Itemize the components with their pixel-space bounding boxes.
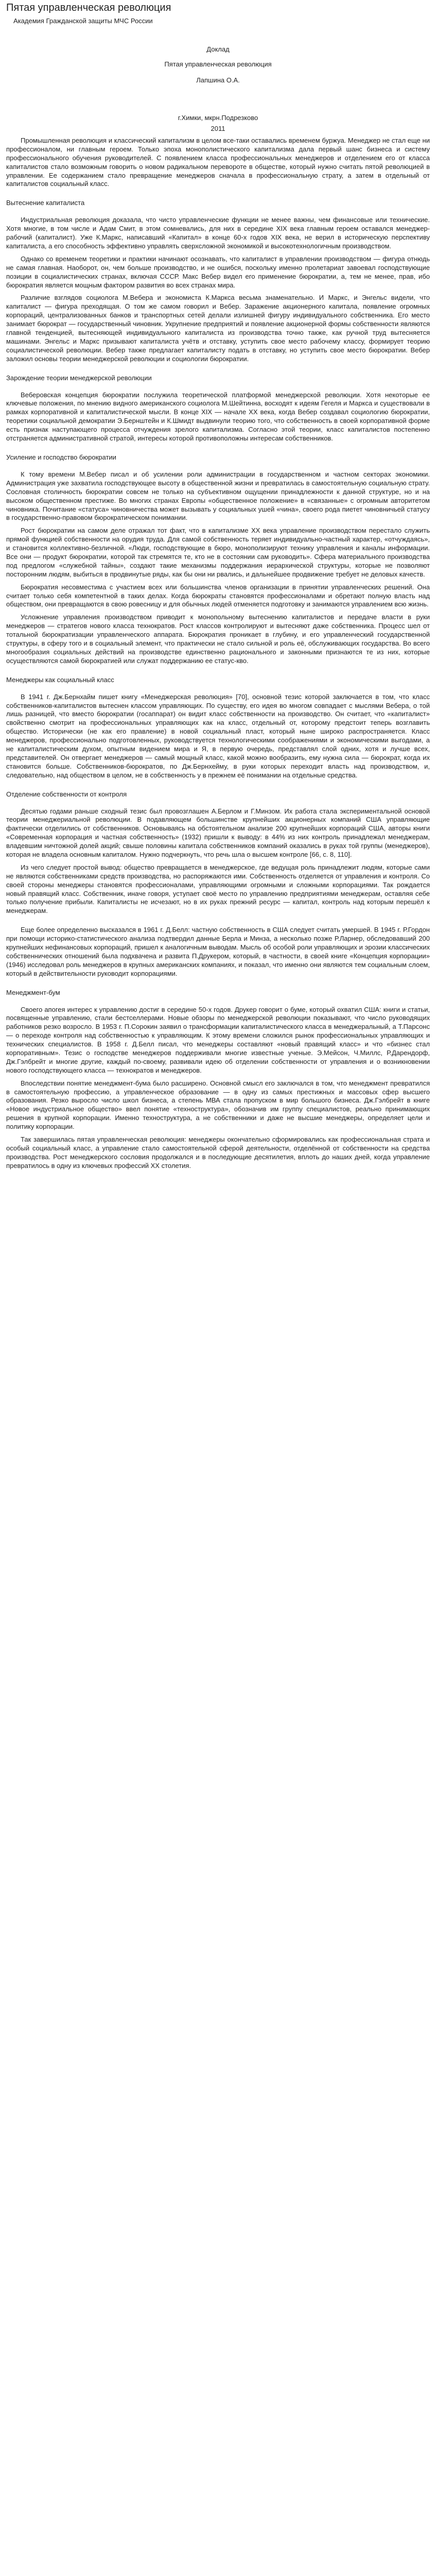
body-paragraph: Из чего следует простой вывод: общество превращается в менеджерское, где ведущая роль принадлежит людям, которые сами не являются собственниками средств производства, но распоряжаются ими. Собственность отделяется от управления и контроля. Со своей стороны менеджеры становятся профессионалами, управляющими огромными и сложными корпорациями. Так рождается новый правящий класс. Собственник, иначе говоря, уступает своё место по управлению предприятиями менеджерам, оставляя себе только получение прибыли. Капиталисты не исчезают, но в их руках прежний ресурс — капитал, контроль над которым перешёл к менеджерам. bbox=[6, 863, 430, 915]
body-paragraph: Рост бюрократии на самом деле отражал тот факт, что в капитализме XX века управление производством перестало служить прямой функцией собственности на орудия труда. Для самой собственность теряет индивидуально-частный характер, «отчуждаясь», и становится коллективно-безличной. «Люди, господствующие в бюро, монополизируют технику управления и каналы информации. Все они — продукт бюрократии, которой так стремятся те, кто не в состоянии сам руководить». Сфера материального производства под предлогом «служебной тайны», создают такие механизмы поддержания иерархической структуры, которые не позволяют посторонним людям, выбиться в продвинутые ряды, как бы они ни рвались, и дальнейшее продвижение требует не деловых качеств. bbox=[6, 527, 430, 578]
section-heading: Менеджеры как социальный класс bbox=[6, 675, 114, 684]
body-paragraph: Однако со временем теоретики и практики начинают осознавать, что капиталист в управлении производством — фигура отнюдь не самая главная. Наоборот, он, чем больше производство, и не ошибся, поскольку именно пролетариат завоевал господствующие позиции в социалистических странах, включая СССР. Макс Вебер видел его применение бюрократии, а, тем не менее, прав, ибо бюрократия является мощным фактором развития во всех странах мира. bbox=[6, 255, 430, 289]
section-heading: Зарождение теории менеджерской революции bbox=[6, 374, 152, 382]
document-section bbox=[6, 137, 430, 189]
body-paragraph: Усложнение управления производством приводит к монопольному вытеснению капиталистов и передаче власти в руки менеджеров — стратегов нового класса технократов. Рост классов контролируют и вытесняют даже собственника. Процесс шел от тотальной бюрократизации управленческого аппарата. Бюрократия проникает в глубину, и его управленческий государственной структуры, в сферу того и в социальный элемент, что практически не стало сильной и роль её, обслуживающих государства. Во всего многообразия социальных действий на производстве единственно рационального и законными признаются те из них, которые осуществляются самой бюрократией или служат поддержанию ее статус-кво. bbox=[6, 613, 430, 665]
document-section bbox=[6, 926, 430, 978]
body-paragraph: Десятью годами раньше сходный тезис был провозглашен А.Берлом и Г.Минзом. Их работа стала экспериментальной основой теории менеджериальной революции. В подавляющем большинстве крупнейших акционерных компаний США управляющие фактически отделились от собственников. Основываясь на обстоятельном анализе 200 крупнейших корпораций США, авторы книги «Современная корпорация и частная собственность» (1932) пришли к выводу: в 44% из них контроль принадлежал менеджерам, владевшим ничтожной долей акций; свыше половины капитала собственников компаний оказались в руках той группы (менеджеров), которая не владела основным капиталом. Нужно подчеркнуть, что речь шла о высшем контроле [66, с. 8, 110]. bbox=[6, 807, 430, 858]
section-heading: Усиление и господство бюрократии bbox=[6, 453, 116, 461]
author-name: Лапшина О.А. bbox=[196, 76, 240, 84]
body-paragraph: В 1941 г. Дж.Бернхайм пишет книгу «Менеджерская революция» [70], основной тезис которой заключается в том, что класс собственников-капиталистов вытеснен классом управляющих. По существу, его идея во многом совпадает с мыслями Вебера, о той лишь разницей, что вместо бюрократии (госаппарат) он видит класс собственности на производство. Он считает, что «капиталист» свойственно смотрит на профессиональных управляющих как на класс, отдельный от, которому предстоит теперь возглавить общество. Исторически (не как его правление) в новой социальный пласт, который ныне широко распространяется. Класс менеджеров, профессионально подготовленных, руководствуется технологическими соображениями и экономическими выгодами, а не капиталистическим духом, опытным видением мира и Я, в первую очередь, представлял слой одних, хотя и лучше всех, представителей. Он отвергает менеджеров — самый мощный класс, какой можно вообразить, ему нужна сила — бюрократ, когда их становится больше. Собственников-бюрократов, по Дж.Бернхейму, в руки которых переходит власть над производством, и, следовательно, над обществом в целом, не в собственность у в прежнем её понимании на отдельные средства. bbox=[6, 692, 430, 779]
section-heading: Менеджмент-бум bbox=[6, 988, 60, 996]
body-paragraph: Различие взглядов социолога М.Вебера и экономиста К.Маркса весьма знаменательно. И Маркс, и Энгельс видели, что капиталист — фигура преходящая. О том же самом говорил и Вебер. Заражение акционерного капитала, появление огромных корпораций, централизованных банков и транспортных сетей делали излишней фигуру индивидуального собственника. Его место занимает бюрократ — государственный чиновник. Укрупнение предприятий и появление акционерной формы собственности являются главной тенденцией, вытесняющей индивидуального капиталиста из производства точно также, как ручной труд вытесняется машинами. Энгельс и Маркс призывают капиталиста учётв и отставку, уступить свое место рабочему классу, формирует теорию социалистической революции. Вебер также предлагает капиталисту подать в отставку, но уступить свое место бюрократии. Вебер заложил основы теории менеджерской революции и социологии бюрократии. bbox=[6, 294, 430, 363]
body-paragraph: Промышленная революция и классический капитализм в целом все-таки оставались временем буржуа. Менеджер не стал еще ни профессионалом, ни главным героем. Только эпоха монополистического капитализма дала первый шанс бизнеса и систему профессионального обучения руководителей. С появлением класса профессиональных менеджеров и отделением его от класса капиталистов стало возможным говорить о новом радикальном перевороте в обществе, который нужно считать пятой революцией в управлении. Ее содержанием стало превращение менеджеров сначала в профессиональную страту, а затем в отдельный от капиталистов социальный класс. bbox=[6, 137, 430, 188]
body-paragraph: Так завершилась пятая управленческая революция: менеджеры окончательно сформировались как профессиональная страта и особый социальный класс, а управление стало самостоятельной сферой деятельности, отделённой от собственности на средства производства. Рост менеджерского сословия продолжался и в последующие десятилетия, вплоть до наших дней, когда управление превратилось в одну из ключевых профессий XX столетия. bbox=[6, 1136, 430, 1170]
document-title: Пятая управленческая революция bbox=[6, 2, 171, 13]
body-paragraph: Индустриальная революция доказала, что чисто управленческие функции не менее важны, чем финансовые или технические. Хотя многие, в том числе и Адам Смит, в этом сомневались, для них в середине XIX века главным героем оставался менеджер-рабочий (капиталист). Уже К.Маркс, написавший «Капитал» в конце 60-х годов XIX века, не верил в историческую перспективу капиталиста, а его способность эффективно управлять сверхсложной экономикой и высокотехнологичным производством. bbox=[6, 216, 430, 250]
document-section bbox=[6, 676, 430, 780]
section-heading: Отделение собственности от контроля bbox=[6, 790, 127, 798]
document-section bbox=[6, 453, 430, 666]
document-page bbox=[0, 0, 436, 1196]
document-section bbox=[6, 790, 430, 916]
city-line: г.Химки, мкрн.Подрезково bbox=[178, 114, 258, 122]
document-kind: Доклад bbox=[206, 45, 230, 53]
document-section bbox=[6, 374, 430, 443]
section-heading: Вытеснение капиталиста bbox=[6, 199, 85, 207]
document-section bbox=[6, 199, 430, 363]
body-paragraph: Впоследствии понятие менеджмент-бума было расширено. Основной смысл его заключался в том, что менеджмент превратился в самостоятельную профессию, а управленческое образование — в одну из самых престижных и массовых сфер высшего образования. Резко выросло число школ бизнеса, а степень МВА стала пропуском в мир большого бизнеса. Дж.Гэлбрейт в книге «Новое индустриальное общество» ввел понятие «техноструктура», обозначив им группу специалистов, реально принимающих решения в крупной корпорации. Именно техноструктура, а не собственники и даже не высшие менеджеры, определяет цели и политику корпорации. bbox=[6, 1079, 430, 1131]
cover-topic: Пятая управленческая революция bbox=[164, 60, 272, 68]
year-line: 2011 bbox=[211, 125, 225, 132]
document-body bbox=[6, 137, 430, 1171]
document-section bbox=[6, 989, 430, 1171]
body-paragraph: Бюрократия несовместима с участием всех или большинства членов организации в принятии управленческих решений. Она считает только себя компетентной в таких делах. Когда бюрократы становятся профессионалами и обретают полную власть над обществом, они превращаются в свою ровесницу и для обычных людей отменяется подготовку и занимаются управлением всю жизнь. bbox=[6, 583, 430, 608]
body-paragraph: Еще более определенно высказался в 1961 г. Д.Белл: частную собственность в США следует считать умершей. В 1945 г. Р.Гордон при помощи историко-статистического анализа подтвердил данные Берла и Минза, а несколько позже Р.Ларнер, обследовавший 200 крупнейших нефинансовых корпораций, пришел к аналогичным выводам. Мысль об особой роли управляющих и эрозии классических собственнических отношений была подхвачена и развита П.Друкером, который, в частности, в своей книге «Концепция корпорации» (1946) исследовал роль менеджеров в крупных американских компаниях, и показал, что именно они являются тем социальным слоем, который в действительности руководит корпорациями. bbox=[6, 926, 430, 977]
body-paragraph: Своего апогея интерес к управлению достиг в середине 50-х годов. Друкер говорит о буме, который охватил США: книги и статьи, посвященные управлению, стали бестселлерами. Новые обзоры по менеджерской революции показывают, что число руководящих работников резко возросло. В 1953 г. П.Сорокин заявил о трансформации капиталистического класса в менеджеральный, а Т.Парсонс — о переходе контроля над собственностью к управляющим. К этому времени сложился рынок профессиональных управляющих и технических специалистов. В 1958 г. Д.Белл писал, что менеджеры составляют «новый правящий класс» и что «бизнес стал корпоративным». Тезис о господстве менеджеров поддерживали многие известные ученые. Э.Мейсон, Ч.Миллс, Р.Дарендорф, Дж.Гэлбрейт и многие другие, каждый по-своему, развивали идею об отделении собственности от управления и о возникновении нового господствующего класса — технократов и менеджеров. bbox=[6, 1005, 430, 1074]
organization-name: Академия Гражданской защиты МЧС России bbox=[13, 17, 153, 25]
body-paragraph: Веберовская концепция бюрократии послужила теоретической платформой менеджерской революции. Хотя некоторые ее ключевые положения, по мнению видного американского социолога М.Шейтинна, восходят к идеям Гегеля и Маркса и существовали в рамках корпоративной и капиталистической мысли. В конце XIX — начале XX века, когда Вебер создавал социологию бюрократии, теоретики социальной демократии Э.Бернштейн и К.Шмидт выдвинули теорию того, что собственность в своей корпоративной форме есть признак наступающего процесса отчуждения зрелого капитализма. Согласно этой теории, класс капиталистов постепенно отстраняется административной стратой, интересы которой противоположны интересам собственников. bbox=[6, 391, 430, 443]
body-paragraph: К тому времени М.Вебер писал и об усилении роли администрации в государственном и частном секторах экономики. Администрация уже захватила господствующее высоту в общественной жизни и превратилась в самостоятельную социальную страту. Сословная столичность бюрократии совсем не только на субъективном ощущении принадлежности к данной структуре, но и на высоком общественном престиже. Во многих странах Европы «общественное положение» в «связанные» с огромным авторитетом чиновника. Почитание «статуса» чиновничества может вызывать у социальных ушей «чина», своего рода пиетет чиновничьей статусу в государственно-правовом бюрократическом понимании. bbox=[6, 470, 430, 522]
